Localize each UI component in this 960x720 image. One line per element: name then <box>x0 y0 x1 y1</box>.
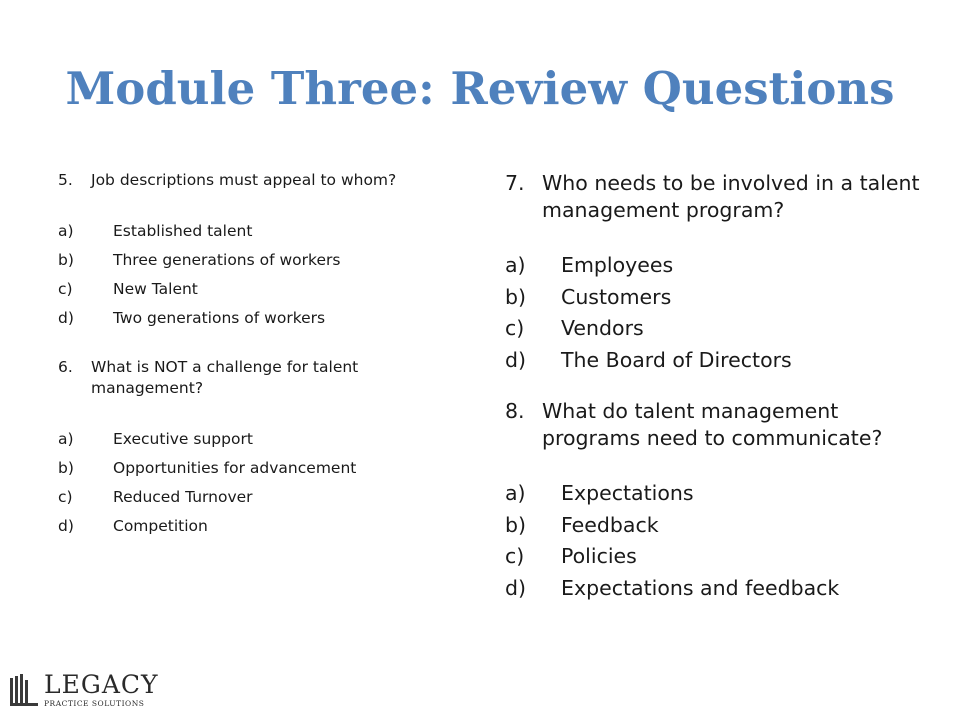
answer-options <box>58 425 443 541</box>
answer-option <box>505 313 920 345</box>
company-logo <box>10 672 160 712</box>
option-text: Reduced Turnover <box>113 488 253 506</box>
answer-option <box>58 483 443 512</box>
answer-option <box>505 478 920 510</box>
answer-option <box>505 510 920 542</box>
logo-wordmark: LEGACY <box>44 670 159 699</box>
answer-options <box>58 217 443 333</box>
option-letter: a) <box>505 253 526 277</box>
question-number: 8. <box>505 399 525 423</box>
answer-option <box>58 425 443 454</box>
option-letter: b) <box>58 251 74 269</box>
right-column <box>505 170 920 626</box>
option-letter: c) <box>505 316 525 340</box>
logo-tagline: PRACTICE SOLUTIONS <box>44 699 145 708</box>
option-text: Expectations <box>561 481 694 505</box>
answer-option <box>505 250 920 282</box>
answer-option <box>505 573 920 605</box>
question-text: Who needs to be involved in a talent management program? <box>542 171 920 222</box>
answer-option <box>58 304 443 333</box>
question-text: What do talent management programs need to communicate? <box>542 399 883 450</box>
option-text: Employees <box>561 253 674 277</box>
answer-option <box>58 275 443 304</box>
left-column <box>58 170 443 565</box>
option-text: New Talent <box>113 280 198 298</box>
question-5 <box>58 170 443 191</box>
question-number: 5. <box>58 171 73 189</box>
answer-option <box>58 246 443 275</box>
answer-option <box>58 454 443 483</box>
question-8 <box>505 398 920 452</box>
option-text: Competition <box>113 517 208 535</box>
option-letter: b) <box>58 459 74 477</box>
option-text: Customers <box>561 284 672 309</box>
option-text: Established talent <box>113 222 253 240</box>
question-6 <box>58 357 443 399</box>
option-letter: c) <box>58 488 73 506</box>
question-text: Job descriptions must appeal to whom? <box>91 171 397 189</box>
option-text: Two generations of workers <box>113 309 326 327</box>
option-letter: c) <box>505 544 525 568</box>
option-letter: d) <box>505 347 527 372</box>
option-letter: d) <box>505 575 527 600</box>
option-text: Executive support <box>113 430 253 448</box>
option-text: Vendors <box>561 316 644 340</box>
logo-bars-icon <box>10 674 40 708</box>
answer-option <box>58 217 443 246</box>
option-text: Opportunities for advancement <box>113 459 357 477</box>
answer-options <box>505 478 920 604</box>
option-text: The Board of Directors <box>561 347 792 372</box>
option-letter: a) <box>58 430 74 448</box>
option-letter: d) <box>58 517 74 535</box>
answer-option <box>505 345 920 377</box>
option-letter: d) <box>58 309 74 327</box>
option-text: Expectations and feedback <box>561 575 840 600</box>
option-text: Feedback <box>561 512 659 537</box>
option-letter: a) <box>505 481 526 505</box>
option-letter: b) <box>505 284 527 309</box>
option-text: Three generations of workers <box>113 251 341 269</box>
option-letter: a) <box>58 222 74 240</box>
question-number: 6. <box>58 358 73 376</box>
option-letter: c) <box>58 280 73 298</box>
answer-option <box>505 282 920 314</box>
question-text: What is NOT a challenge for talent management? <box>91 358 359 397</box>
option-text: Policies <box>561 544 637 568</box>
question-7 <box>505 170 920 224</box>
answer-options <box>505 250 920 376</box>
answer-option <box>505 541 920 573</box>
answer-option <box>58 512 443 541</box>
question-number: 7. <box>505 171 525 195</box>
slide-title: Module Three: Review Questions <box>65 62 895 115</box>
option-letter: b) <box>505 512 527 537</box>
